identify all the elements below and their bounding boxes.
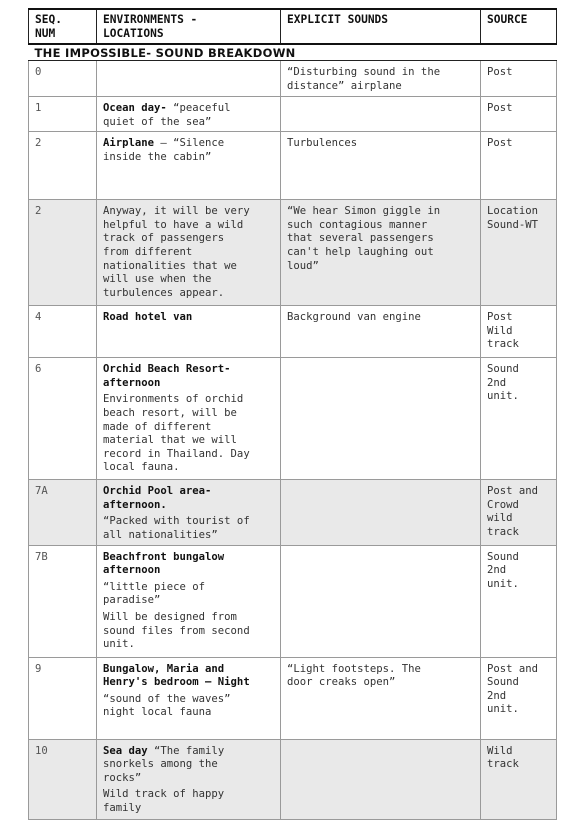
- source-cell: [481, 545, 557, 657]
- explicit-sounds-cell: [281, 358, 481, 480]
- table-row: [29, 61, 557, 97]
- environment-line: [103, 706, 274, 720]
- explicit-sounds-cell: [281, 657, 481, 739]
- source-line: Location: [487, 205, 539, 218]
- environment-text: “peaceful: [166, 102, 231, 114]
- explicit-sounds-cell: [281, 480, 481, 545]
- environment-line: [103, 377, 274, 391]
- environment-line: [103, 758, 274, 772]
- location-name: afternoon.: [103, 498, 167, 511]
- sound-line: Background van engine: [287, 311, 421, 324]
- environment-line: [103, 485, 274, 499]
- source-line: unit.: [487, 577, 519, 590]
- environment-text: night local fauna: [103, 706, 212, 719]
- environment-line: [103, 232, 274, 246]
- header-explicit-sounds: EXPLICIT SOUNDS: [281, 9, 481, 44]
- environment-text: will use when the: [103, 273, 212, 286]
- source-cell: [481, 306, 557, 358]
- environment-cell: [97, 97, 281, 132]
- header-environments: [97, 9, 281, 44]
- environment-line: [103, 434, 274, 448]
- source-line: 2nd: [487, 689, 507, 702]
- table-row: [29, 306, 557, 358]
- header-source: SOURCE: [481, 9, 557, 44]
- sound-line: that several passengers: [287, 232, 434, 245]
- environment-line: [103, 564, 274, 578]
- environment-line: [103, 499, 274, 513]
- source-line: Wild: [487, 324, 513, 337]
- source-cell: [481, 61, 557, 97]
- environment-line: [103, 461, 274, 475]
- sound-line: can't help laughing out: [287, 245, 434, 258]
- environment-text: made of different: [103, 420, 212, 433]
- header-env-line-2: LOCATIONS: [103, 27, 164, 40]
- source-cell: [481, 358, 557, 480]
- sound-breakdown-table: [28, 8, 557, 820]
- source-line: 2nd: [487, 376, 507, 389]
- environment-text: track of passengers: [103, 232, 225, 245]
- environment-line: [103, 772, 274, 786]
- environment-line: [103, 693, 274, 707]
- environment-text: from different: [103, 245, 193, 258]
- environment-text: “sound of the waves”: [103, 692, 231, 705]
- environment-line: [103, 311, 274, 325]
- environment-text: “little piece of: [103, 580, 206, 593]
- location-name: Airplane: [103, 137, 155, 150]
- environment-text: snorkels among the: [103, 758, 218, 771]
- sound-line: “We hear Simon giggle in: [287, 205, 441, 218]
- environment-line: [103, 205, 274, 219]
- location-name: Sea day: [103, 744, 148, 757]
- location-name: afternoon: [103, 564, 161, 577]
- environment-text: turbulences appear.: [103, 286, 225, 299]
- section-title: THE IMPOSSIBLE- SOUND BREAKDOWN: [29, 44, 557, 61]
- source-line: Post: [487, 66, 513, 78]
- sound-line: such contagious manner: [287, 218, 428, 231]
- table-row: [29, 200, 557, 306]
- seq-num-cell: 7B: [29, 545, 97, 657]
- sound-line: Turbulences: [287, 137, 358, 150]
- source-cell: [481, 739, 557, 819]
- table-row: [29, 739, 557, 819]
- environment-line: [103, 802, 274, 816]
- location-name: Orchid Beach Resort-: [103, 363, 231, 376]
- environment-text: inside the cabin”: [103, 150, 212, 163]
- source-line: track: [487, 338, 519, 351]
- source-cell: [481, 200, 557, 306]
- seq-num-cell: 2: [29, 132, 97, 200]
- environment-text: material that we will: [103, 434, 237, 447]
- environment-text: – “Silence: [154, 137, 225, 150]
- environment-line: [103, 448, 274, 462]
- environment-line: [103, 515, 274, 529]
- environment-text: Will be designed from: [103, 610, 237, 623]
- sound-line: “Disturbing sound in the: [287, 66, 441, 78]
- table-row: [29, 132, 557, 200]
- environment-cell: [97, 657, 281, 739]
- environment-text: beach resort, will be: [103, 406, 237, 419]
- table-body: [29, 61, 557, 820]
- explicit-sounds-cell: [281, 306, 481, 358]
- table-row: [29, 97, 557, 132]
- environment-line: [103, 663, 274, 677]
- explicit-sounds-cell: [281, 97, 481, 132]
- environment-cell: [97, 480, 281, 545]
- environment-text: local fauna.: [103, 461, 180, 474]
- environment-cell: [97, 132, 281, 200]
- environment-line: [103, 594, 274, 608]
- source-line: unit.: [487, 703, 519, 716]
- table-row: [29, 480, 557, 545]
- environment-line: [103, 102, 274, 116]
- environment-line: [103, 529, 274, 543]
- explicit-sounds-cell: [281, 200, 481, 306]
- header-seq-num: [29, 9, 97, 44]
- environment-text: rocks”: [103, 771, 142, 784]
- environment-line: [103, 260, 274, 274]
- source-line: Post and: [487, 662, 539, 675]
- environment-cell: [97, 545, 281, 657]
- table-header-row: [29, 9, 557, 44]
- environment-text: nationalities that we: [103, 259, 237, 272]
- environment-text: family: [103, 801, 142, 814]
- source-line: 2nd: [487, 564, 507, 577]
- environment-line: [103, 625, 274, 639]
- seq-num-cell: 2: [29, 200, 97, 306]
- source-line: Wild: [487, 744, 513, 757]
- environment-line: [103, 273, 274, 287]
- environment-line: [103, 676, 274, 690]
- header-seq-line-2: NUM: [35, 27, 56, 40]
- table-row: [29, 657, 557, 739]
- environment-line: [103, 287, 274, 301]
- location-name: afternoon: [103, 376, 161, 389]
- environment-cell: [97, 306, 281, 358]
- environment-line: [103, 581, 274, 595]
- explicit-sounds-cell: [281, 545, 481, 657]
- environment-line: [103, 638, 274, 652]
- source-line: track: [487, 758, 519, 771]
- environment-line: [103, 151, 274, 165]
- document-page: [28, 8, 556, 820]
- source-cell: [481, 97, 557, 132]
- seq-num-cell: 1: [29, 97, 97, 132]
- source-line: Sound: [487, 676, 519, 689]
- environment-cell: [97, 358, 281, 480]
- source-line: track: [487, 525, 519, 538]
- environment-line: [103, 745, 274, 759]
- environment-line: [103, 363, 274, 377]
- environment-text: “Packed with tourist of: [103, 515, 250, 528]
- source-cell: [481, 480, 557, 545]
- seq-num-cell: 0: [29, 61, 97, 97]
- environment-line: [103, 246, 274, 260]
- environment-cell: [97, 200, 281, 306]
- environment-text: all nationalities”: [103, 528, 218, 541]
- source-line: unit.: [487, 390, 519, 403]
- environment-line: [103, 611, 274, 625]
- sound-line: loud”: [287, 259, 319, 272]
- environment-line: [103, 219, 274, 233]
- environment-line: [103, 137, 274, 151]
- environment-text: Wild track of happy: [103, 788, 225, 801]
- environment-line: [103, 421, 274, 435]
- environment-text: record in Thailand. Day: [103, 447, 250, 460]
- sound-line: door creaks open”: [287, 676, 396, 689]
- seq-num-cell: 10: [29, 739, 97, 819]
- sound-line: distance” airplane: [287, 79, 402, 92]
- table-row: [29, 545, 557, 657]
- explicit-sounds-cell: [281, 739, 481, 819]
- source-cell: [481, 657, 557, 739]
- explicit-sounds-cell: [281, 132, 481, 200]
- table-row: [29, 358, 557, 480]
- environment-line: [103, 788, 274, 802]
- source-line: Sound-WT: [487, 218, 539, 231]
- environment-cell: [97, 739, 281, 819]
- source-line: Crowd: [487, 498, 519, 511]
- location-name: Road hotel van: [103, 311, 193, 324]
- location-name: Ocean day-: [103, 102, 167, 114]
- seq-num-cell: 6: [29, 358, 97, 480]
- source-cell: [481, 132, 557, 200]
- environment-text: sound files from second: [103, 624, 250, 637]
- seq-num-cell: 9: [29, 657, 97, 739]
- environment-line: [103, 407, 274, 421]
- environment-text: helpful to have a wild: [103, 218, 244, 231]
- environment-line: [103, 116, 274, 130]
- location-name: Bungalow, Maria and: [103, 662, 225, 675]
- environment-cell: [97, 61, 281, 97]
- environment-text: paradise”: [103, 594, 161, 607]
- environment-text: “The family: [147, 744, 225, 757]
- seq-num-cell: 7A: [29, 480, 97, 545]
- environment-line: [103, 551, 274, 565]
- source-line: Sound: [487, 363, 519, 376]
- environment-line: [103, 393, 274, 407]
- section-title-row: [29, 44, 557, 61]
- header-seq-line-1: SEQ.: [35, 13, 62, 26]
- location-name: Orchid Pool area-: [103, 485, 212, 498]
- environment-text: quiet of the sea”: [103, 115, 212, 128]
- source-line: Sound: [487, 550, 519, 563]
- source-line: Post: [487, 311, 513, 324]
- seq-num-cell: 4: [29, 306, 97, 358]
- source-line: wild: [487, 512, 513, 525]
- environment-text: Environments of orchid: [103, 393, 244, 406]
- environment-text: unit.: [103, 638, 135, 651]
- location-name: Beachfront bungalow: [103, 550, 225, 563]
- source-line: Post: [487, 102, 513, 114]
- environment-text: Anyway, it will be very: [103, 205, 250, 218]
- location-name: Henry's bedroom – Night: [103, 676, 250, 689]
- sound-line: “Light footsteps. The: [287, 662, 421, 675]
- source-line: Post: [487, 137, 513, 150]
- header-env-line-1: ENVIRONMENTS -: [103, 13, 198, 26]
- explicit-sounds-cell: [281, 61, 481, 97]
- source-line: Post and: [487, 485, 539, 498]
